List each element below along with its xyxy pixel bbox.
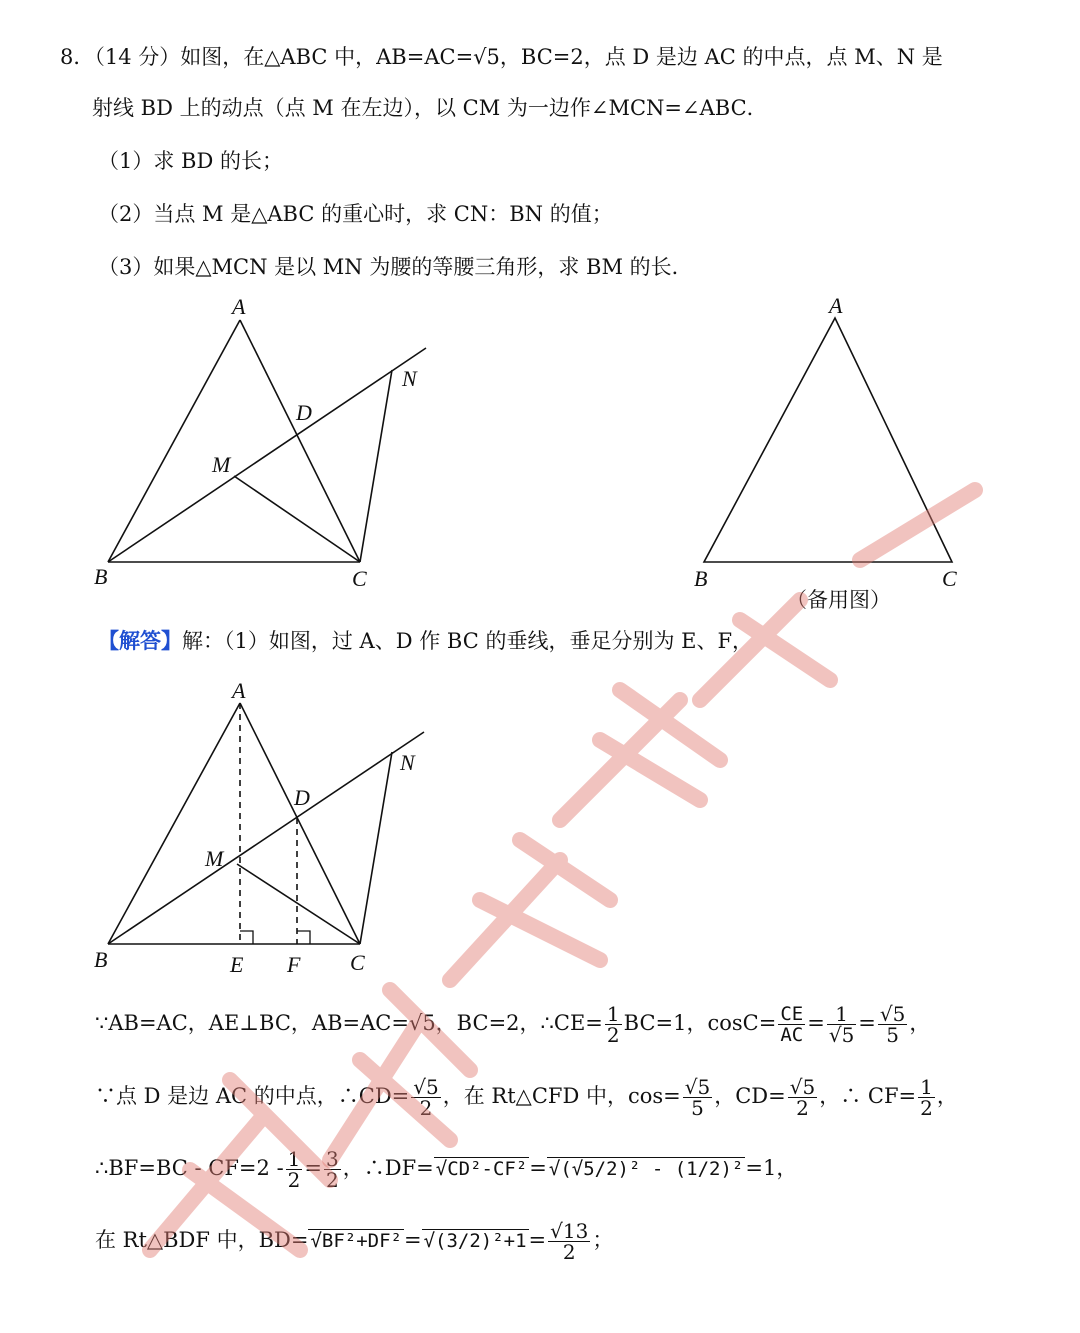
fig3-label-d: D xyxy=(294,785,310,810)
right-angle-f xyxy=(297,931,310,944)
sol2-part-a: ∵点 D 是边 AC 的中点，∴CD= xyxy=(95,1084,410,1108)
fig1-label-m: M xyxy=(212,452,231,477)
sol4-part-a: 在 Rt△BDF 中，BD= xyxy=(95,1228,309,1252)
frac-sqrt5-5-b: $\frac{√5}{5}$ xyxy=(684,1075,711,1120)
frac-half-b: $\frac{1}{2}$ xyxy=(920,1075,933,1120)
radical-threehalf: √(3/2)²+1 xyxy=(423,1230,527,1252)
fig3-label-c: C xyxy=(350,950,365,975)
segment-ac-3 xyxy=(240,703,360,944)
segment-mc xyxy=(234,476,360,562)
fig2-caption: （备用图） xyxy=(786,588,891,612)
answer-intro-text: 解：（1）如图，过 A、D 作 BC 的垂线，垂足分别为 E、F， xyxy=(182,629,754,653)
answer-intro xyxy=(98,626,753,656)
radical-cd-cf: √CD²-CF² xyxy=(435,1158,528,1180)
fig3-label-e: E xyxy=(230,952,244,977)
frac-sqrt5-2: $\frac{√5}{2}$ xyxy=(413,1075,439,1120)
question-3: （3）如果△MCN 是以 MN 为腰的等腰三角形，求 BM 的长． xyxy=(98,255,693,279)
right-angle-e xyxy=(240,931,253,944)
fig3-label-f: F xyxy=(287,952,301,977)
fig3-label-a: A xyxy=(232,678,246,703)
ray-bd-3 xyxy=(108,732,424,944)
fig3-label-m: M xyxy=(205,846,224,871)
fig3-label-n: N xyxy=(400,750,415,775)
fig1-label-a: A xyxy=(232,294,246,319)
frac-sqrt5-5: $\frac{√5}{5}$ xyxy=(879,1002,906,1047)
question-2: （2）当点 M 是△ABC 的重心时，求 CN：BN 的值； xyxy=(98,202,613,226)
fig2-label-b: B xyxy=(694,566,708,591)
figure-1 xyxy=(108,320,426,562)
segment-mc-3 xyxy=(237,864,360,944)
frac-ce-ac: $\frac{CE}{AC}$ xyxy=(780,1003,804,1046)
frac-sqrt5-2-b: $\frac{√5}{2}$ xyxy=(789,1075,816,1120)
sol2-part-b: ，在 Rt△CFD 中，cos= xyxy=(442,1084,681,1108)
solution-line-3: ∴BF=BC - CF=2 - $\frac{1}{2}$ = $\frac{3}{2}$ ，∴DF= √CD²-CF²= √(√5/2)² - (1/2)²=1， xyxy=(95,1147,798,1192)
frac-sqrt13-2: $\frac{√13}{2}$ xyxy=(550,1219,589,1264)
segment-ab-3 xyxy=(108,703,240,944)
sol3-part-a: ∴BF=BC - CF=2 - xyxy=(95,1156,284,1180)
fig1-label-d: D xyxy=(296,400,312,425)
frac-1-sqrt5: $\frac{1}{√5}$ xyxy=(828,1002,855,1047)
solution-line-1: ∵AB=AC，AE⊥BC，AB=AC=√5，BC=2，∴CE= $\frac{1}{2}$ BC=1，cosC= $\frac{CE}{AC}$ = $\frac{1}{√5}$ = $\frac{√5}{5}$ ， xyxy=(95,1002,931,1047)
fig1-label-c: C xyxy=(352,566,367,591)
question-1: （1）求 BD 的长； xyxy=(98,149,283,173)
segment-nc-3 xyxy=(360,752,392,944)
fig1-label-n: N xyxy=(402,366,417,391)
answer-tag: 【解答】 xyxy=(98,628,182,653)
frac-half-c: $\frac{1}{2}$ xyxy=(287,1147,301,1192)
segment-ab xyxy=(108,320,240,562)
segment-ac xyxy=(240,320,360,562)
frac-3-2: $\frac{3}{2}$ xyxy=(326,1147,339,1192)
fig2-label-a: A xyxy=(829,293,843,318)
fig2-label-c: C xyxy=(942,566,957,591)
frac-half: $\frac{1}{2}$ xyxy=(606,1002,620,1047)
sol1-part-a: ∵AB=AC，AE⊥BC，AB=AC=√5，BC=2，∴CE= xyxy=(95,1011,603,1035)
segment-nc xyxy=(360,370,392,562)
fig3-label-b: B xyxy=(94,947,108,972)
radical-half-terms: √(√5/2)² - (1/2)² xyxy=(548,1158,744,1180)
radical-bf-df: √BF²+DF² xyxy=(310,1230,402,1252)
solution-line-2: ∵点 D 是边 AC 的中点，∴CD= $\frac{√5}{2}$ ，在 Rt△CFD 中，cos= $\frac{√5}{5}$ ，CD= $\frac{√5}{2}$ ，∴ CF= $\frac{1}{2}$ ， xyxy=(95,1075,958,1120)
figure-3 xyxy=(108,703,424,944)
solution-line-4: 在 Rt△BDF 中，BD= √BF²+DF²= √(3/2)²+1= $\frac{√13}{2}$ ； xyxy=(95,1219,614,1264)
triangle-abc-spare xyxy=(704,318,952,562)
sol1-part-b: BC=1，cosC= xyxy=(623,1011,777,1035)
problem-line-2: 射线 BD 上的动点（点 M 在左边），以 CM 为一边作∠MCN=∠ABC． xyxy=(92,96,768,120)
fig1-label-b: B xyxy=(94,564,108,589)
problem-line-1: 8．（14 分）如图，在△ABC 中，AB=AC=√5，BC=2，点 D 是边 AC 的中点，点 M、N 是 xyxy=(60,45,943,69)
figure-2 xyxy=(704,318,952,562)
